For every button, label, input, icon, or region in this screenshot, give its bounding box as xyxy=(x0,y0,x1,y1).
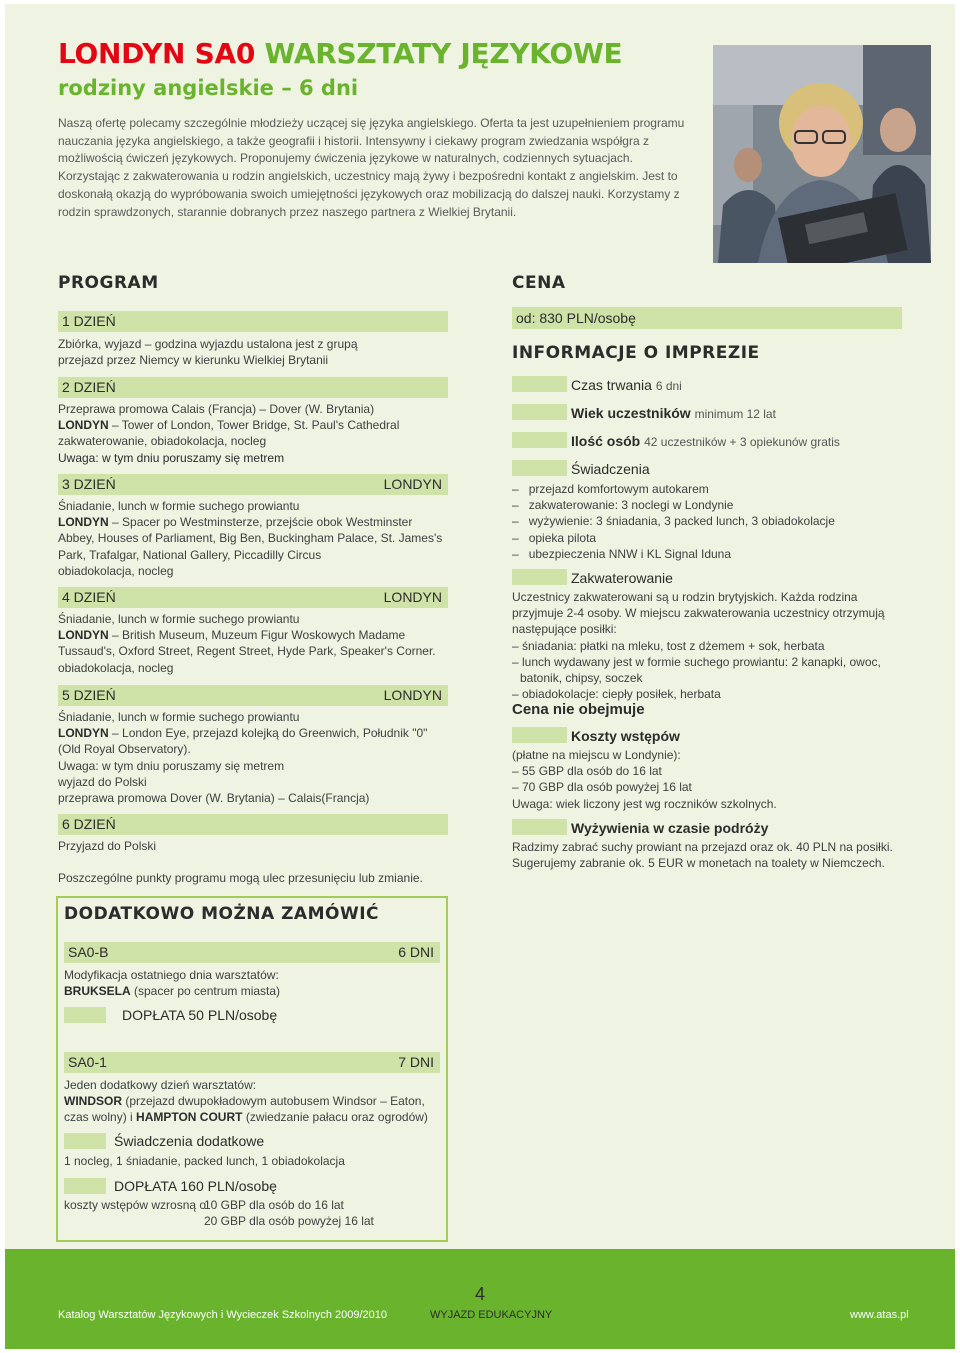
day-3-city: LONDYN xyxy=(383,476,442,492)
tickets-line: (płatne na miejscu w Londynie): xyxy=(512,748,681,762)
sa01-line xyxy=(64,1093,436,1125)
services-item-text: wyżywienie: 3 śniadania, 3 packed lunch, 3 obiadokolacje xyxy=(528,514,835,529)
price-bar xyxy=(512,307,902,329)
tickets-line: – 70 GBP dla osób powyżej 16 lat xyxy=(512,780,692,795)
accommodation-desc: Uczestnicy zakwaterowani są u rodzin brytyjskich. Każda rodzina przyjmuje 2-4 osoby. W miejscu zakwaterowania uczestnicy otrzymują następujące posiłki: xyxy=(512,590,885,637)
day-6-text: Przyjazd do Polski xyxy=(58,839,157,853)
duration-marker xyxy=(512,376,567,392)
sa01-days: 7 DNI xyxy=(398,1054,434,1070)
services-item-text: zakwaterowanie: 3 noclegi w Londynie xyxy=(528,498,734,513)
sa01-services-label: Świadczenia dodatkowe xyxy=(114,1133,265,1149)
day-6-label: 6 DZIEŃ xyxy=(62,816,116,832)
day-2-city: LONDYN xyxy=(58,418,109,433)
people-value: 42 uczestników + 3 opiekunów gratis xyxy=(644,435,840,449)
day-2-line: zakwaterowanie, obiadokolacja, nocleg xyxy=(58,434,267,449)
age-label: Wiek uczestników xyxy=(571,405,691,421)
day-1-line: Zbiórka, wyjazd – godzina wyjazdu ustalona jest z grupą xyxy=(58,337,358,351)
services-item: – opieka pilota xyxy=(512,530,597,545)
sa0b-price-marker xyxy=(64,1007,106,1023)
day-5-line: Uwaga: w tym dniu poruszamy się metrem xyxy=(58,758,285,773)
people-label: Ilość osób xyxy=(571,433,641,449)
accommodation-text xyxy=(512,589,897,702)
sa01-hampton: HAMPTON COURT xyxy=(136,1110,243,1125)
sa0b-city: BRUKSELA xyxy=(64,984,131,999)
sa01-hampton-desc: (zwiedzanie pałacu oraz ogrodów) xyxy=(242,1110,428,1125)
day-2-line xyxy=(58,417,448,433)
sa01-code: SA0-1 xyxy=(68,1054,107,1070)
page-subtitle: rodziny angielskie – 6 dni xyxy=(58,76,359,100)
day-2-text xyxy=(58,401,448,466)
day-2-line: Przeprawa promowa Calais (Francja) – Dover (W. Brytania) xyxy=(58,402,375,416)
day-5-sights: – London Eye, przejazd kolejką do Greenwich, Południk "0" (Old Royal Observatory). xyxy=(58,726,428,757)
day-6-bar xyxy=(58,814,448,835)
sa01-tickets-label: koszty wstępów wzrosną o: xyxy=(64,1198,210,1212)
page-title xyxy=(58,38,622,70)
meal-item: – obiadokolacje: ciepły posiłek, herbata xyxy=(512,687,721,702)
day-3-bold: LONDYN xyxy=(58,515,109,530)
duration-row xyxy=(571,377,682,393)
group-photo xyxy=(713,45,931,263)
day-3-line xyxy=(58,514,448,563)
age-value: minimum 12 lat xyxy=(694,407,776,421)
duration-value: 6 dni xyxy=(655,379,682,393)
sa0b-line xyxy=(64,983,440,999)
day-4-text xyxy=(58,611,448,676)
day-3-sights: – Spacer po Westminsterze, przejście obok Westminster Abbey, Houses of Parliament, Big Ben, Buckingham Palace, St. James's Park, Trafalgar, National Gallery, Piccadilly Circus xyxy=(58,515,443,562)
day-5-label: 5 DZIEŃ xyxy=(62,687,116,703)
sa0b-bar xyxy=(64,942,440,963)
day-4-line: Śniadanie, lunch w formie suchego prowiantu xyxy=(58,612,300,626)
day-2-note: Uwaga: w tym dniu poruszamy się metrem xyxy=(58,450,285,465)
duration-label: Czas trwania xyxy=(571,377,652,393)
title-type: WARSZTATY JĘZYKOWE xyxy=(264,37,623,70)
intro-paragraph: Naszą ofertę polecamy szczególnie młodzieży uczącej się języka angielskiego. Oferta ta jest uzupełnieniem programu nauczania języka angielskiego, a także geografii i historii. Intensywny i ciekawy program zwiedzania współgra z możliwością ćwiczeń językowych. Proponujemy ćwiczenia językowe w naturalnych, codziennych sytuacjach. Korzystając z zakwaterowania u rodzin angielskich, uczestnicy mają żywy i bezpośredni kontakt z angielskim. Jest to doskonałą okazją do wypróbowania swoich umiejętności językowych oraz mobilizacją do dalszej nauki. Korzystamy z rodzin sprawdzonych, starannie dobranych przez naszego partnera z Wielkiej Brytanii. xyxy=(58,116,685,219)
age-marker xyxy=(512,404,567,420)
sa01-price: DOPŁATA 160 PLN/osobę xyxy=(114,1178,277,1194)
day-2-bar xyxy=(58,377,448,398)
not-included-heading: Cena nie obejmuje xyxy=(512,701,645,718)
sa0b-days: 6 DNI xyxy=(398,944,434,960)
services-list xyxy=(512,481,902,562)
services-label: Świadczenia xyxy=(571,461,650,477)
day-3-label: 3 DZIEŃ xyxy=(62,476,116,492)
sa0b-desc: (spacer po centrum miasta) xyxy=(130,984,281,999)
day-4-line xyxy=(58,627,448,659)
food-text: Radzimy zabrać suchy prowiant na przejazd oraz ok. 40 PLN na posiłki. Sugerujemy zabranie ok. 5 EUR w monetach na toalety w Niemczech. xyxy=(512,840,893,871)
page-number: 4 xyxy=(475,1284,486,1304)
sa01-ticket-line: 20 GBP dla osób powyżej 16 lat xyxy=(204,1214,374,1229)
day-5-line xyxy=(58,725,448,757)
program-heading: PROGRAM xyxy=(58,273,159,293)
day-1-text xyxy=(58,336,448,368)
services-marker xyxy=(512,460,567,476)
people-marker xyxy=(512,432,567,448)
sa01-services-text: 1 nocleg, 1 śniadanie, packed lunch, 1 obiadokolacja xyxy=(64,1154,345,1168)
extras-heading: DODATKOWO MOŻNA ZAMÓWIĆ xyxy=(64,904,379,924)
day-5-line: wyjazd do Polski xyxy=(58,774,147,789)
tickets-marker xyxy=(512,727,567,743)
day-5-text xyxy=(58,709,448,806)
sa01-tickets-values xyxy=(204,1197,374,1229)
sa0b-text xyxy=(64,967,440,999)
sa01-bar xyxy=(64,1052,440,1073)
sa0b-code: SA0-B xyxy=(68,944,109,960)
info-heading: INFORMACJE O IMPREZIE xyxy=(512,343,760,363)
food-label: Wyżywienia w czasie podróży xyxy=(571,820,769,836)
photo-illustration xyxy=(713,45,931,263)
tickets-text xyxy=(512,747,902,812)
day-5-bar xyxy=(58,685,448,706)
title-destination: LONDYN SA0 xyxy=(58,37,256,70)
price-value: od: 830 PLN/osobę xyxy=(516,310,636,326)
tickets-line: Uwaga: wiek liczony jest wg roczników szkolnych. xyxy=(512,796,777,811)
meal-item: – lunch wydawany jest w formie suchego prowiantu: 2 kanapki, owoc, batonik, chipsy, soczek xyxy=(512,654,881,686)
accommodation-marker xyxy=(512,569,567,585)
sa01-text xyxy=(64,1077,436,1126)
footer-section: WYJAZD EDUKACYJNY xyxy=(430,1309,553,1321)
sa01-services-marker xyxy=(64,1133,106,1149)
day-3-text xyxy=(58,498,448,579)
meal-item: – śniadania: płatki na mleku, tost z dżemem + sok, herbata xyxy=(512,638,825,653)
day-3-line: obiadokolacja, nocleg xyxy=(58,563,174,578)
day-3-bar xyxy=(58,474,448,495)
day-4-bold: LONDYN xyxy=(58,628,109,643)
sa0b-price: DOPŁATA 50 PLN/osobę xyxy=(122,1007,278,1023)
day-3-line: Śniadanie, lunch w formie suchego prowiantu xyxy=(58,499,300,513)
tickets-label: Koszty wstępów xyxy=(571,728,680,744)
food-marker xyxy=(512,819,567,835)
price-heading: CENA xyxy=(512,273,566,293)
day-4-line: obiadokolacja, nocleg xyxy=(58,660,174,675)
footer-catalog: Katalog Warsztatów Językowych i Wycieczek Szkolnych 2009/2010 xyxy=(58,1309,388,1321)
day-1-bar xyxy=(58,311,448,332)
services-item-text: opieka pilota xyxy=(528,530,597,545)
day-4-bar xyxy=(58,587,448,608)
day-5-city: LONDYN xyxy=(383,687,442,703)
day-1-label: 1 DZIEŃ xyxy=(62,313,116,329)
services-item-text: ubezpieczenia NNW i KL Signal Iduna xyxy=(528,546,732,561)
people-row xyxy=(571,433,840,449)
sa0b-line: Modyfikacja ostatniego dnia warsztatów: xyxy=(64,968,279,982)
sa01-line: Jeden dodatkowy dzień warsztatów: xyxy=(64,1078,257,1092)
sa01-ticket-line: 10 GBP dla osób do 16 lat xyxy=(204,1198,344,1212)
tickets-line: – 55 GBP dla osób do 16 lat xyxy=(512,764,662,779)
accommodation-label: Zakwaterowanie xyxy=(571,570,673,586)
services-item-text: przejazd komfortowym autokarem xyxy=(528,482,709,496)
age-row xyxy=(571,405,776,421)
program-note: Poszczególne punkty programu mogą ulec przesunięciu lub zmianie. xyxy=(58,871,423,885)
footer-website[interactable]: www.atas.pl xyxy=(850,1309,909,1321)
day-4-sights: – British Museum, Muzeum Figur Woskowych Madame Tussaud's, Oxford Street, Regent Street, Hyde Park, Speaker's Corner. xyxy=(58,628,436,659)
day-4-label: 4 DZIEŃ xyxy=(62,589,116,605)
day-5-line: Śniadanie, lunch w formie suchego prowiantu xyxy=(58,710,300,724)
day-2-sights: – Tower of London, Tower Bridge, St. Paul's Cathedral xyxy=(108,418,400,433)
services-item: – ubezpieczenia NNW i KL Signal Iduna xyxy=(512,546,732,561)
day-2-label: 2 DZIEŃ xyxy=(62,379,116,395)
day-1-line: przejazd przez Niemcy w kierunku Wielkiej Brytanii xyxy=(58,353,329,368)
services-item: – wyżywienie: 3 śniadania, 3 packed lunch, 3 obiadokolacje xyxy=(512,514,835,529)
sa01-windsor-desc: (przejazd dwupokładowym autobusem Windsor – Eaton, czas wolny) i xyxy=(64,1094,425,1125)
sa01-price-marker xyxy=(64,1178,106,1194)
services-item: – zakwaterowanie: 3 noclegi w Londynie xyxy=(512,498,734,513)
services-item: – przejazd komfortowym autokarem xyxy=(512,482,709,496)
day-5-line: przeprawa promowa Dover (W. Brytania) – Calais(Francja) xyxy=(58,791,370,806)
day-5-bold: LONDYN xyxy=(58,726,109,741)
sa01-windsor: WINDSOR xyxy=(64,1094,122,1109)
day-4-city: LONDYN xyxy=(383,589,442,605)
